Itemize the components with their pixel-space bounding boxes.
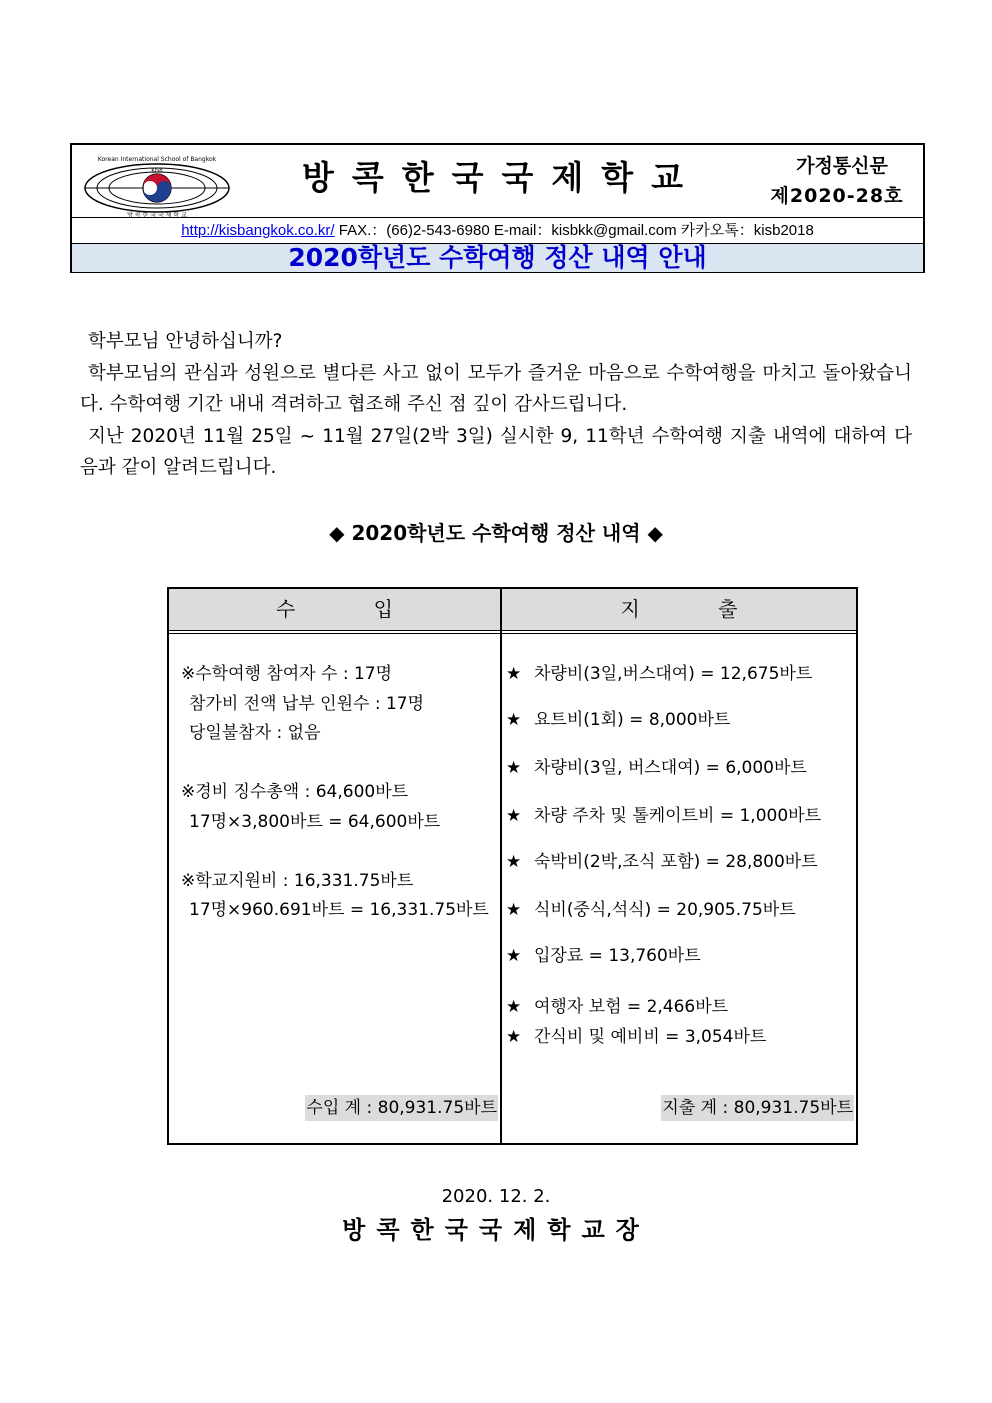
- expense-text: 차량비(3일,버스대여) = 12,675바트: [534, 664, 813, 684]
- expense-total: 지출 계 : 80,931.75바트: [661, 1095, 854, 1121]
- column-divider: [500, 589, 502, 1143]
- expense-item: [506, 992, 728, 1022]
- school-logo: [82, 153, 232, 219]
- expense-item: [506, 659, 812, 689]
- star-icon: ★: [506, 1027, 522, 1047]
- income-column: [181, 659, 489, 925]
- expense-text: 숙박비(2박,조식 포함) = 28,800바트: [534, 852, 818, 872]
- star-icon: ★: [506, 710, 522, 730]
- email-address: E-mail：kisbkk@gmail.com: [493, 222, 677, 239]
- expense-text: 차량 주차 및 톨케이트비 = 1,000바트: [534, 806, 821, 826]
- expense-item: [506, 895, 796, 925]
- expense-text: 요트비(1회) = 8,000바트: [534, 710, 731, 730]
- newsletter-header: [70, 143, 925, 273]
- expense-text: 여행자 보험 = 2,466바트: [534, 997, 729, 1017]
- expense-item: [506, 705, 730, 735]
- star-icon: ★: [506, 900, 522, 920]
- document-title: 2020학년도 수학여행 정산 내역 안내: [72, 243, 923, 272]
- income-school-support: ※학교지원비 : 16,331.75바트: [181, 870, 414, 891]
- star-icon: ★: [506, 664, 522, 684]
- expense-item: [506, 801, 821, 831]
- income-absent: 당일불참자 : 없음: [189, 723, 321, 743]
- expense-text: 식비(중식,석식) = 20,905.75바트: [534, 900, 796, 920]
- newsletter-label: 가정통신문: [796, 155, 888, 177]
- expense-item: [506, 1022, 766, 1052]
- income-participants: ※수학여행 참여자 수 : 17명: [181, 664, 393, 684]
- expense-text: 입장료 = 13,760바트: [534, 946, 701, 966]
- issue-number: 제2020-28호: [770, 185, 904, 207]
- issue-date: 2020. 12. 2.: [441, 1186, 551, 1207]
- income-collected-total: ※경비 징수총액 : 64,600바트: [181, 782, 409, 802]
- star-icon: ★: [506, 997, 522, 1017]
- income-spacer: [181, 836, 489, 866]
- expense-item: [506, 941, 701, 971]
- expense-text: 차량비(3일, 버스대여) = 6,000바트: [534, 758, 807, 778]
- contact-row: [72, 217, 923, 244]
- logo-arc-top-text: Korean International School of Bangkok: [97, 156, 217, 163]
- school-name: 방콕한국국제학교: [302, 158, 702, 197]
- header-rule-top: [169, 630, 856, 631]
- fax-number: FAX.：(66)2-543-6980: [338, 222, 490, 239]
- expense-item: [506, 847, 818, 877]
- expense-item: [506, 753, 807, 783]
- website-link[interactable]: http://kisbangkok.co.kr/: [181, 222, 335, 239]
- expense-header: 지 출: [620, 597, 738, 621]
- star-icon: ★: [506, 806, 522, 826]
- section-heading: ◆ 2020학년도 수학여행 정산 내역 ◆: [329, 521, 663, 545]
- kakao-id: 카카오톡：kisb2018: [680, 222, 814, 239]
- income-support-calc: 17명×960.691바트 = 16,331.75바트: [189, 900, 489, 920]
- income-header: 수 입: [276, 597, 393, 621]
- principal-signature: 방콕한국국제학교장: [342, 1216, 650, 1244]
- income-spacer: [181, 748, 489, 778]
- logo-arc-bottom-text: 방 콕 한 국 국 제 학 교: [127, 212, 187, 219]
- intro-text: [80, 326, 912, 484]
- star-icon: ★: [506, 946, 522, 966]
- notice-paragraph: 지난 2020년 11월 25일 ~ 11월 27일(2박 3일) 실시한 9, 11학년 수학여행 지출 내역에 대하여 다음과 같이 알려드립니다.: [80, 425, 912, 478]
- income-total: 수입 계 : 80,931.75바트: [305, 1095, 498, 1121]
- header-rule-bottom: [169, 633, 856, 634]
- thanks-paragraph: 학부모님의 관심과 성원으로 별다른 사고 없이 모두가 즐거운 마음으로 수학여행을 마치고 돌아왔습니다. 수학여행 기간 내내 격려하고 협조해 주신 점 깊이 감사드립니다.: [80, 362, 912, 415]
- income-paid-count: 참가비 전액 납부 인원수 : 17명: [189, 693, 425, 714]
- greeting-paragraph: 학부모님 안녕하십니까?: [88, 331, 283, 352]
- expense-text: 간식비 및 예비비 = 3,054바트: [534, 1027, 767, 1047]
- settlement-table: [167, 587, 858, 1145]
- star-icon: ★: [506, 852, 522, 872]
- logo-emblem-text: KISB: [151, 168, 163, 174]
- star-icon: ★: [506, 758, 522, 778]
- income-collected-calc: 17명×3,800바트 = 64,600바트: [189, 811, 441, 832]
